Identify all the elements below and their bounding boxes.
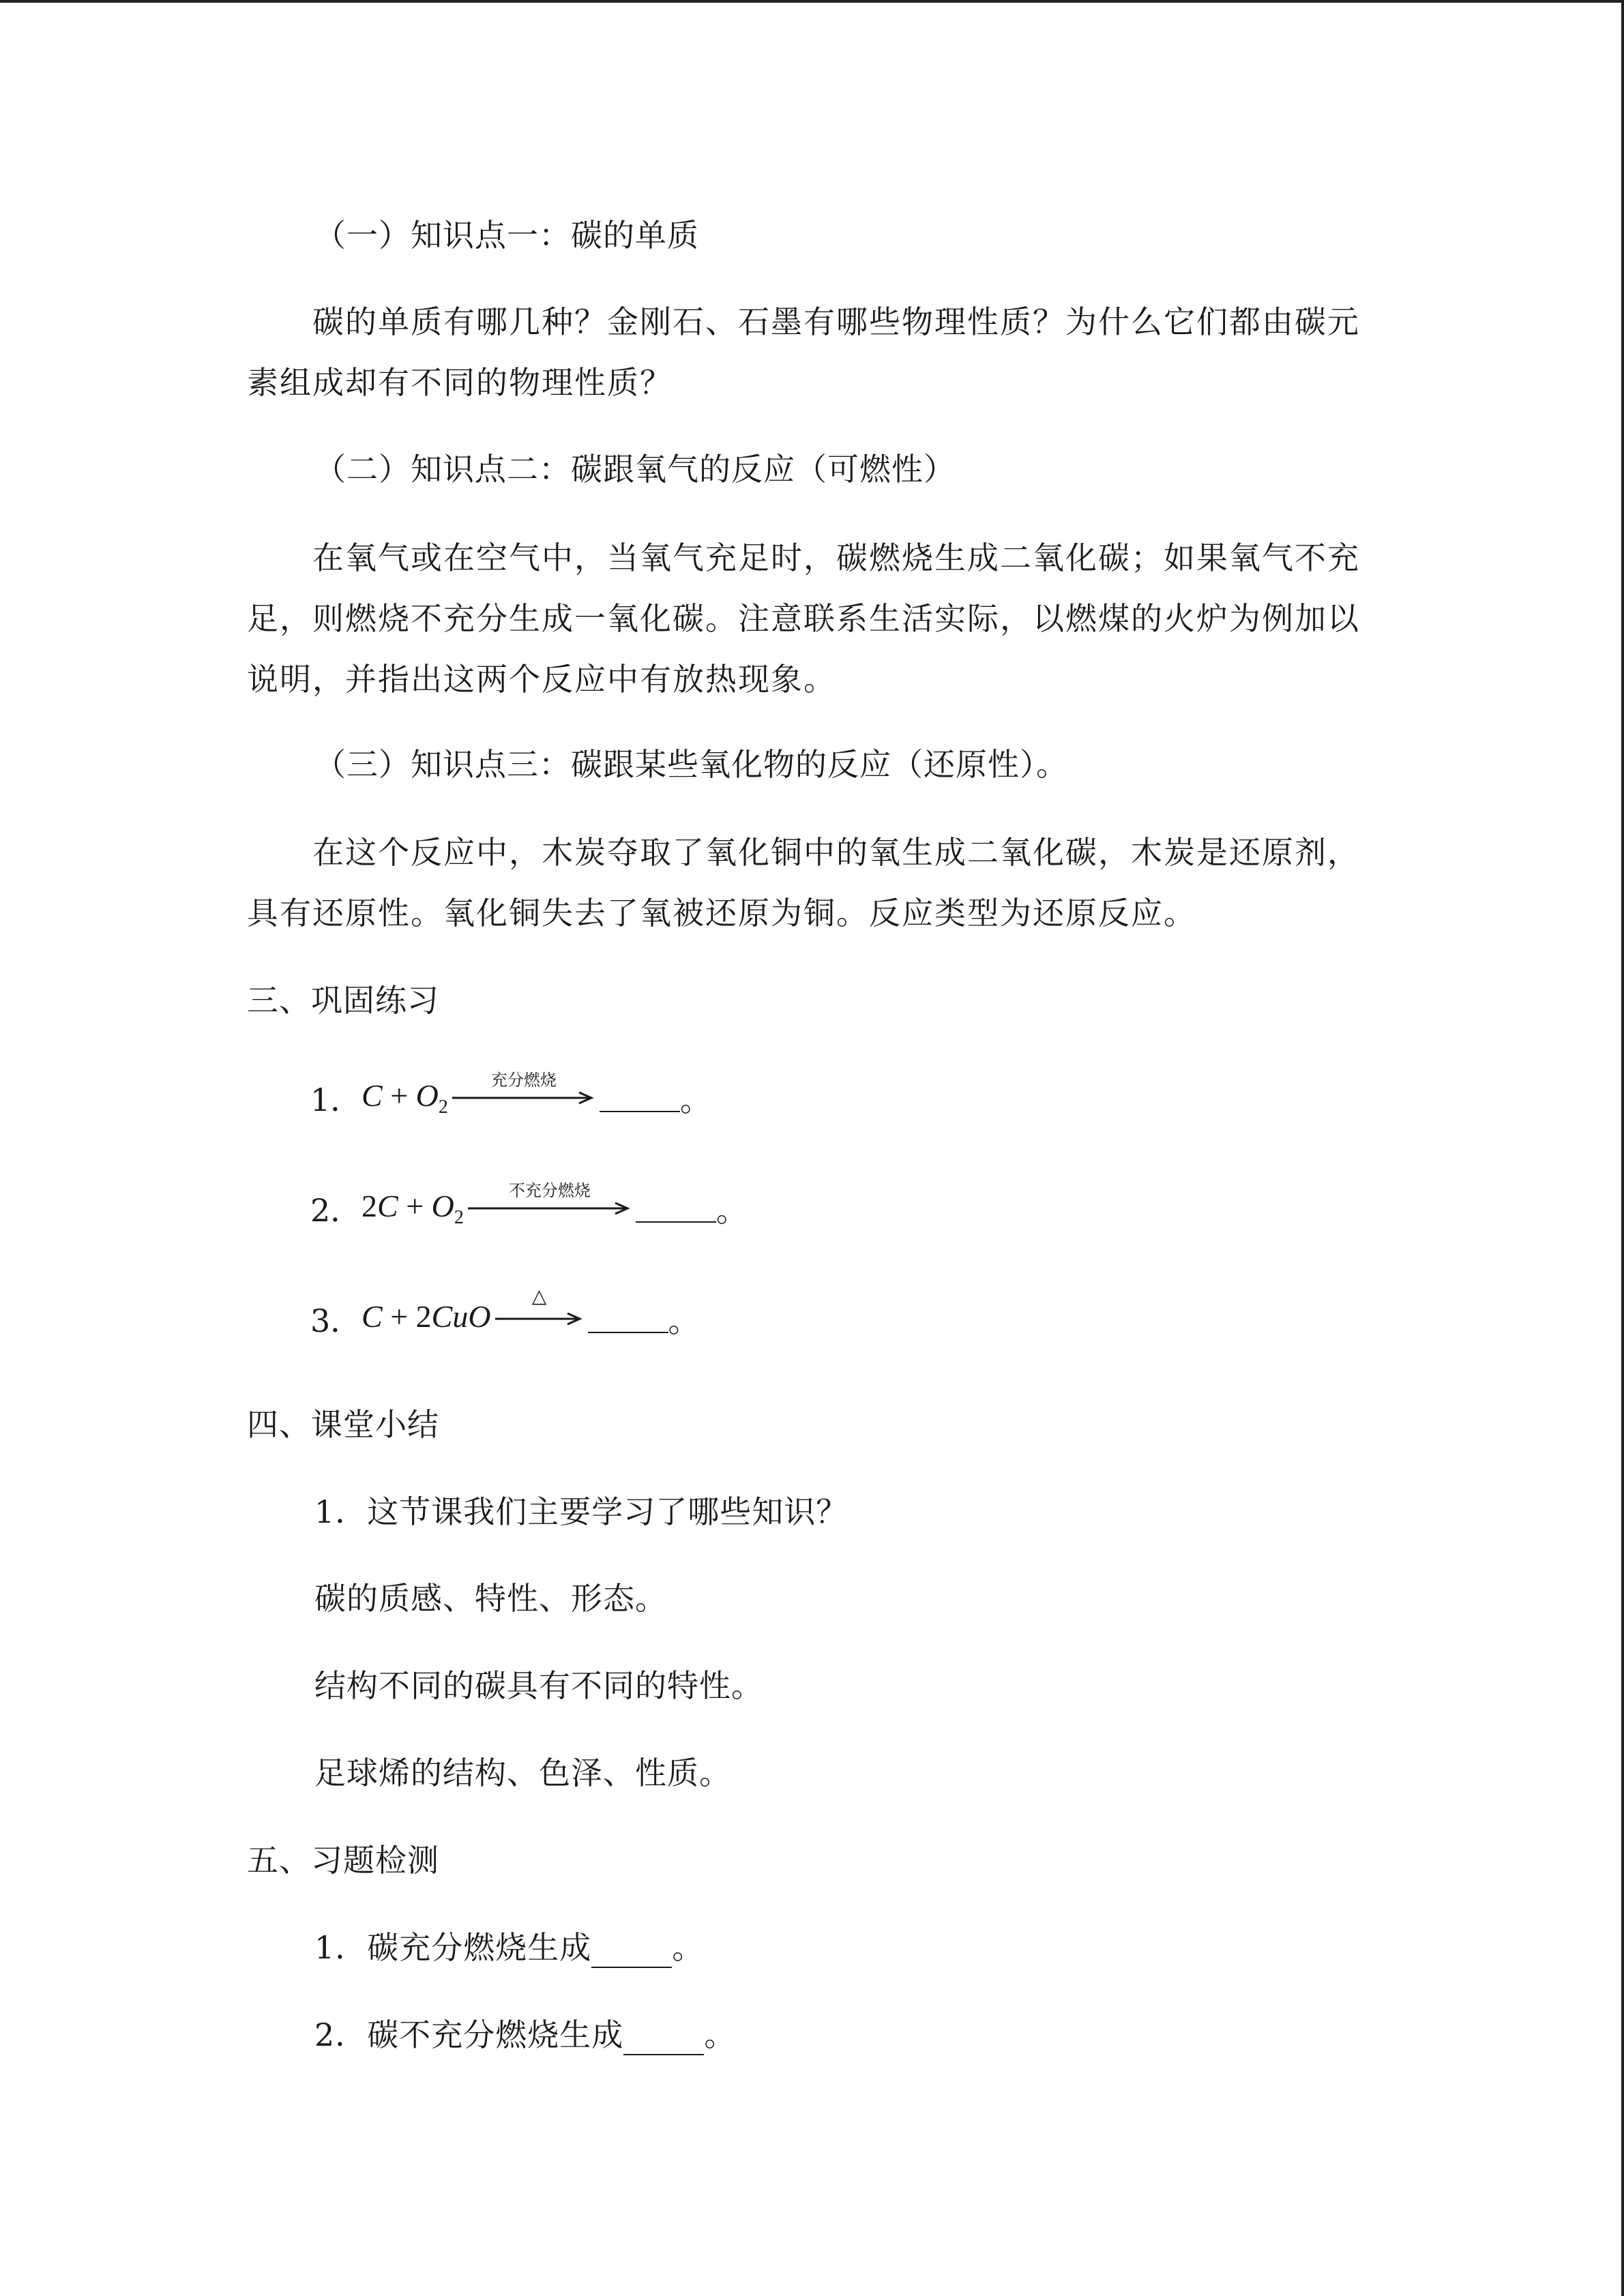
kp3-heading: （三）知识点三：碳跟某些氧化物的反应（还原性）。 [314, 746, 1068, 783]
summary-answer-3: 足球烯的结构、色泽、性质。 [314, 1755, 731, 1791]
reaction-condition: 充分燃烧 [490, 1071, 557, 1090]
kp2-body: 在氧气或在空气中，当氧气充足时，碳燃烧生成二氧化碳；如果氧气不充足，则燃烧不充分生成一氧化碳。注意联系生活实际，以燃煤的火炉为例加以说明，并指出这两个反应中有放热现象。 [247, 539, 1360, 698]
exercises-heading: 五、习题检测 [247, 1842, 439, 1879]
exercise-item-2: 2．碳不充分燃烧生成 。 [314, 2014, 736, 2055]
summary-question: 1．这节课我们主要学习了哪些知识？ [314, 1493, 848, 1530]
reaction-condition: 不充分燃烧 [508, 1181, 591, 1200]
answer-blank[interactable] [636, 1194, 716, 1223]
equation-number: 1． [310, 1082, 362, 1118]
kp3-body: 在这个反应中，木炭夺取了氧化铜中的氧生成二氧化碳，木炭是还原剂，具有还原性。氧化铜失去了氧被还原为铜。反应类型为还原反应。 [247, 834, 1360, 931]
kp1-heading: （一）知识点一：碳的单质 [314, 217, 699, 254]
equation-reactants: $C + O_2$ [361, 1077, 448, 1118]
equation-1: 1． $C + O_2$ 充分燃烧 。 [310, 1071, 711, 1125]
equation-number: 3． [310, 1302, 362, 1339]
reaction-arrow [468, 1181, 632, 1215]
reaction-arrow [495, 1285, 584, 1326]
reaction-arrow [452, 1071, 595, 1105]
exercise-item-1: 1．碳充分燃烧生成 。 [314, 1927, 704, 1968]
summary-heading: 四、课堂小结 [247, 1406, 439, 1443]
equation-reactants: $2C + O_2$ [361, 1188, 464, 1229]
kp2-heading: （二）知识点二：碳跟氧气的反应（可燃性） [314, 451, 956, 488]
kp1-body: 碳的单质有哪几种？金刚石、石墨有哪些物理性质？为什么它们都由碳元素组成却有不同的物理性质？ [247, 303, 1360, 401]
equation-reactants: C + 2CuO [361, 1298, 491, 1334]
answer-blank[interactable] [623, 2025, 704, 2055]
summary-answer-1: 碳的质感、特性、形态。 [314, 1580, 667, 1617]
answer-blank[interactable] [588, 1304, 668, 1333]
answer-blank[interactable] [591, 1938, 672, 1968]
equation-number: 2． [310, 1192, 362, 1229]
heat-condition: △ [531, 1285, 547, 1307]
summary-answer-2: 结构不同的碳具有不同的特性。 [314, 1667, 763, 1704]
practice-heading: 三、巩固练习 [247, 982, 439, 1019]
answer-blank[interactable] [600, 1084, 680, 1112]
equation-2: 2． $2C + O_2$ 不充分燃烧 。 [310, 1181, 748, 1236]
equation-3: 3． C + 2CuO △ 。 [310, 1292, 700, 1346]
